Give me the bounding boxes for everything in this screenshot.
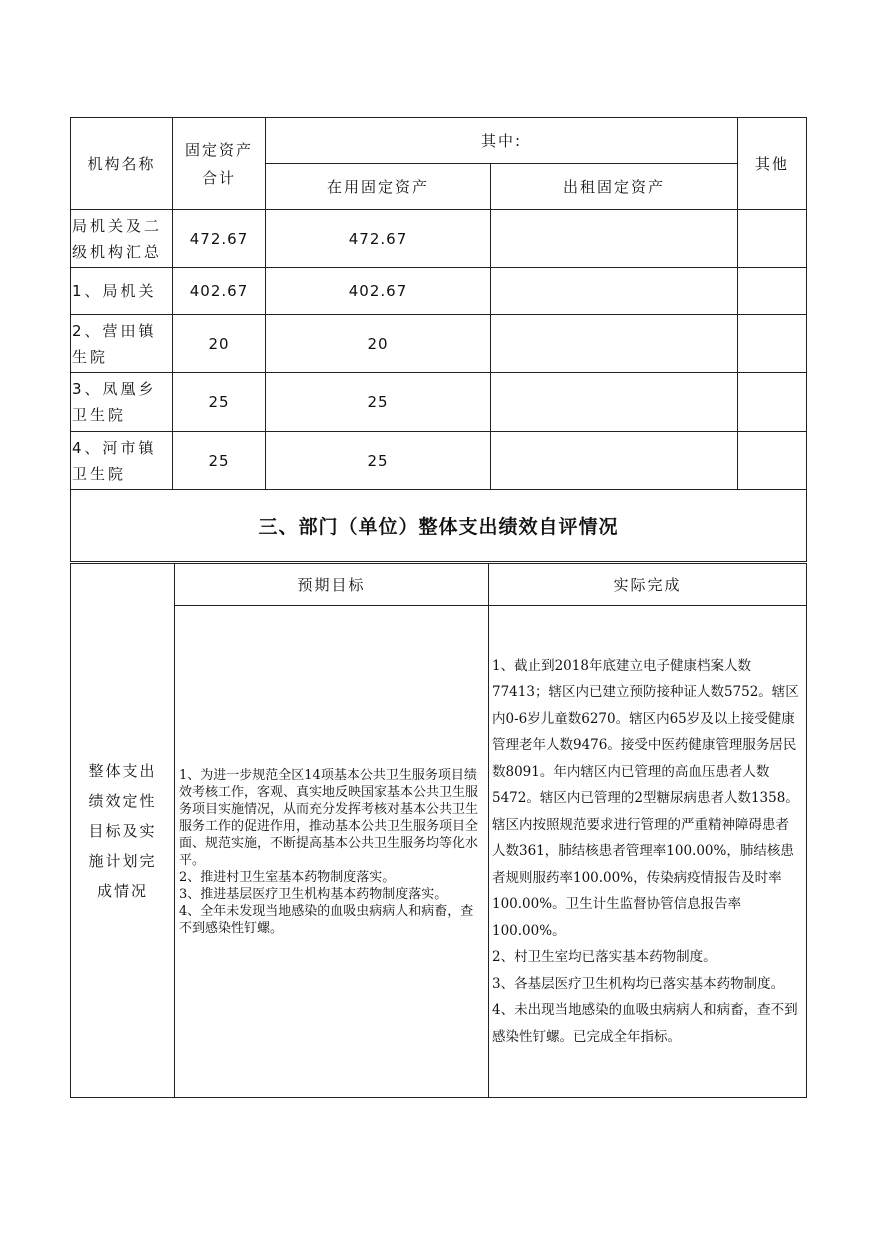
header-rented: 出租固定资产	[491, 164, 738, 210]
total-cell: 25	[173, 373, 266, 432]
header-actual: 实际完成	[489, 564, 807, 606]
fixed-asset-table	[70, 117, 807, 562]
list-item: 4、未出现当地感染的血吸虫病病人和病畜，查不到感染性钉螺。已完成全年指标。	[492, 1002, 798, 1045]
org-name-cell: 4、河市镇卫生院	[71, 432, 173, 490]
expected-goals	[175, 606, 489, 1098]
total-cell: 20	[173, 315, 266, 373]
org-name-cell: 局机关及二级机构汇总	[71, 210, 173, 268]
header-expected: 预期目标	[175, 564, 489, 606]
list-item: 1、为进一步规范全区14项基本公共卫生服务项目绩效考核工作，客观、真实地反映国家基本公共卫生服务项目实施情况，从而充分发挥考核对基本公共卫生服务工作的促进作用，推动基本公共卫生服务项目全面、规范实施，不断提高基本公共卫生服务均等化水平。	[179, 767, 479, 868]
section-title: 三、部门（单位）整体支出绩效自评情况	[71, 490, 807, 562]
rented-cell	[491, 373, 738, 432]
other-cell	[738, 373, 807, 432]
org-name-cell: 3、凤凰乡卫生院	[71, 373, 173, 432]
list-item: 3、各基层医疗卫生机构均已落实基本药物制度。	[492, 975, 785, 992]
list-item: 2、村卫生室均已落实基本药物制度。	[492, 949, 717, 966]
table-row	[71, 268, 807, 315]
header-in-use: 在用固定资产	[266, 164, 491, 210]
list-item: 1、截止到2018年底建立电子健康档案人数77413；辖区内已建立预防接种证人数5752。辖区内0-6岁儿童数6270。辖区内65岁及以上接受健康管理老年人数9476。接受中医药健康管理服务居民数8091。年内辖区内已管理的高血压患者人数5472。辖区内已管理的2型糖尿病患者人数1358。辖区内按照规范要求进行管理的严重精神障碍患者人数361，肺结核患者管理率100.00%，肺结核患者规则服药率100.00%，传染病疫情报告及时率100.00%。卫生计生监督协管信息报告率100.00%。	[492, 657, 799, 939]
org-name-cell: 1、局机关	[71, 268, 173, 315]
header-org-name: 机构名称	[71, 118, 173, 210]
header-other: 其他	[738, 118, 807, 210]
in-use-cell: 20	[266, 315, 491, 373]
in-use-cell: 402.67	[266, 268, 491, 315]
in-use-cell: 25	[266, 432, 491, 490]
header-of-which: 其中:	[266, 118, 738, 164]
rented-cell	[491, 268, 738, 315]
other-cell	[738, 268, 807, 315]
performance-row-label: 整体支出绩效定性目标及实施计划完成情况	[71, 564, 175, 1098]
table-row	[71, 210, 807, 268]
total-cell: 402.67	[173, 268, 266, 315]
table-row	[71, 432, 807, 490]
table-row	[71, 315, 807, 373]
rented-cell	[491, 210, 738, 268]
total-cell: 25	[173, 432, 266, 490]
in-use-cell: 25	[266, 373, 491, 432]
table-row	[71, 373, 807, 432]
other-cell	[738, 210, 807, 268]
list-item: 2、推进村卫生室基本药物制度落实。	[179, 869, 396, 885]
other-cell	[738, 315, 807, 373]
performance-table	[70, 563, 807, 1098]
header-total: 固定资产合计	[173, 118, 266, 210]
list-item: 4、全年未发现当地感染的血吸虫病病人和病畜，查不到感染性钉螺。	[179, 903, 474, 936]
total-cell: 472.67	[173, 210, 266, 268]
in-use-cell: 472.67	[266, 210, 491, 268]
actual-results	[489, 606, 807, 1098]
org-name-cell: 2、营田镇生院	[71, 315, 173, 373]
other-cell	[738, 432, 807, 490]
rented-cell	[491, 432, 738, 490]
list-item: 3、推进基层医疗卫生机构基本药物制度落实。	[179, 886, 448, 902]
rented-cell	[491, 315, 738, 373]
